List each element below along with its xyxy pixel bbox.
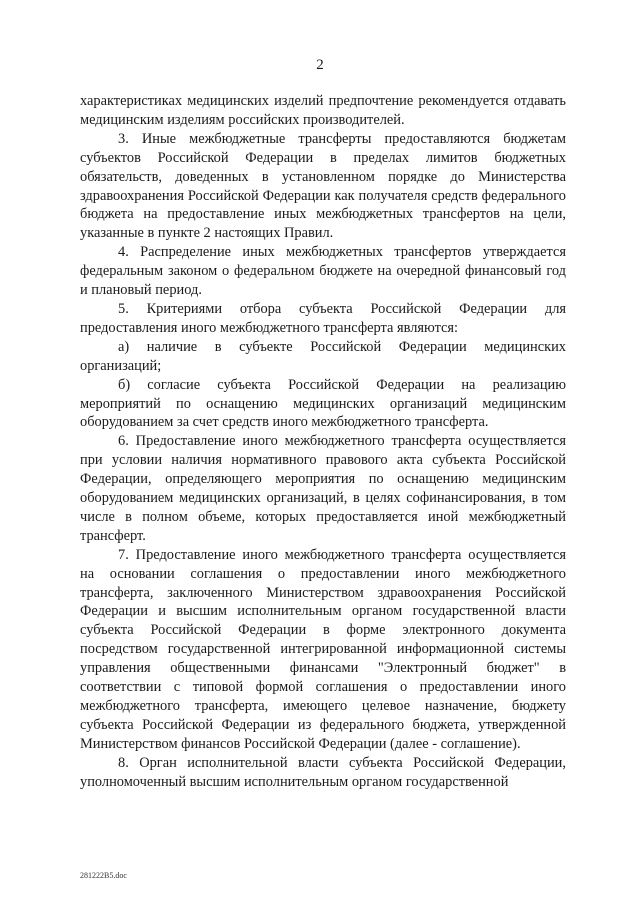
- document-body: [80, 92, 566, 792]
- paragraph-5b: б) согласие субъекта Российской Федерации на реализацию мероприятий по оснащению медицинских организаций медицинским оборудованием за счет средств иного межбюджетного трансферта.: [80, 376, 566, 431]
- paragraph-4: 4. Распределение иных межбюджетных трансфертов утверждается федеральным законом о федеральном бюджете на очередной финансовый год и плановый период.: [80, 244, 566, 299]
- paragraph-continuation: характеристиках медицинских изделий предпочтение рекомендуется отдавать медицинским изделиям российских производителей.: [80, 93, 566, 128]
- paragraph-6: 6. Предоставление иного межбюджетного трансферта осуществляется при условии наличия нормативного правового акта субъекта Российской Федерации, определяющего мероприятия по оснащению медицинским оборудованием медицинских организаций, в целях софинансирования, в том числе в полном объеме, которых предоставляется иной межбюджетный трансферт.: [80, 433, 566, 544]
- paragraph-8: 8. Орган исполнительной власти субъекта Российской Федерации, уполномоченный высшим исполнительным органом государственной: [80, 754, 566, 790]
- paragraph-5a: а) наличие в субъекте Российской Федерации медицинских организаций;: [80, 338, 566, 374]
- paragraph-7: 7. Предоставление иного межбюджетного трансферта осуществляется на основании соглашения о предоставлении иного межбюджетного трансферта, заключенного Министерством здравоохранения Российской Федерации и высшим исполнительным органом государственной власти субъекта Российской Федерации в форме электронного документа посредством государственной интегрированной информационной системы управления общественными финансами "Электронный бюджет" в соответствии с типовой формой соглашения о предоставлении иного межбюджетного трансферта, имеющего целевое назначение, бюджету субъекта Российской Федерации из федерального бюджета, утвержденной Министерством финансов Российской Федерации (далее - соглашение).: [80, 546, 566, 752]
- paragraph-3: 3. Иные межбюджетные трансферты предоставляются бюджетам субъектов Российской Федерации в пределах лимитов бюджетных обязательств, доведенных в установленном порядке до Министерства здравоохранения Российской Федерации как получателя средств федерального бюджета на предоставление иных межбюджетных трансфертов на цели, указанные в пункте 2 настоящих Правил.: [80, 130, 566, 242]
- paragraph-5: 5. Критериями отбора субъекта Российской Федерации для предоставления иного межбюджетного трансферта являются:: [80, 300, 566, 336]
- document-file-code: 281222B5.doc: [80, 871, 127, 880]
- page-number: 2: [316, 57, 324, 73]
